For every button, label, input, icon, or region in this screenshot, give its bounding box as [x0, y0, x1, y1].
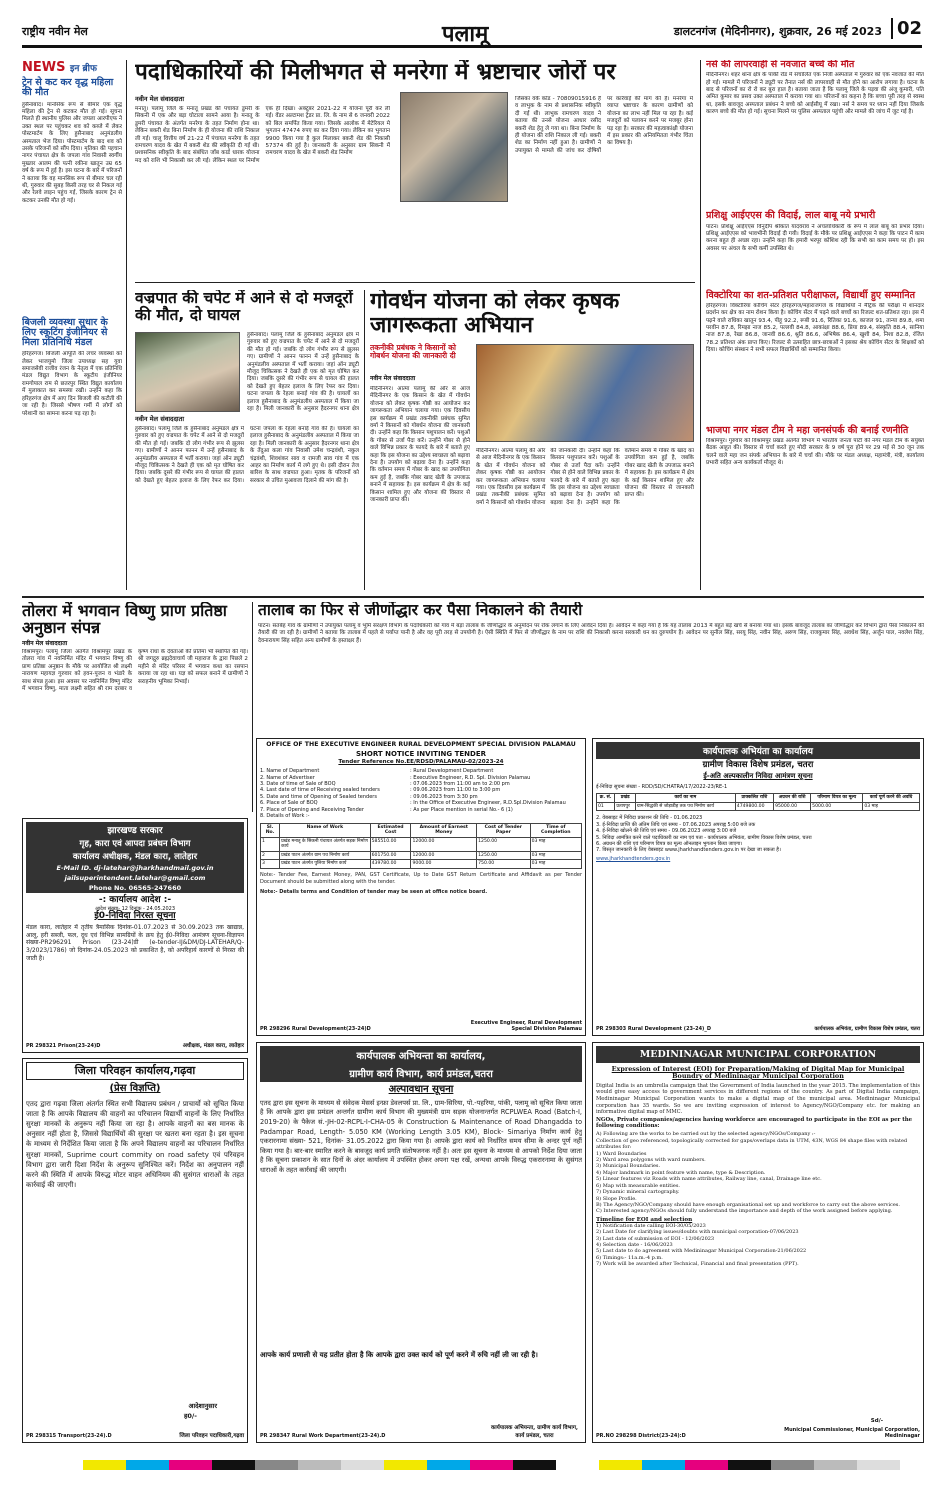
latehar-office: कार्यालय अधीक्षक, मंडल कारा, लातेहार [26, 850, 244, 863]
lead-story [135, 60, 695, 300]
news-brief-column [22, 60, 122, 590]
chatra-signature: कार्यपालक अभियंता, ग्रामीण विकास विशेष प्रमंडल, चतरा [814, 1026, 920, 1032]
list-item: 3) Municipal Boundaries. [596, 1163, 661, 1170]
chatra-b-title: अल्पावधान सूचना [388, 1084, 454, 1095]
mmc-timeline [596, 1223, 920, 1268]
tender-meta-row: 2. Name of Advertiser : Executive Engineer, R.D. Spl. Division Palamau [260, 774, 531, 781]
pond-story [258, 602, 924, 732]
section-title: पलामू [442, 22, 489, 47]
ias-body: पाटन। प्रशिक्षु आईएएस विनुदीप श्रीकांत यादवराव ने अंचलाधिकारी के रूप में लाल बाबू को प्रभार दिया। प्रशिक्षु आईएएस को भावभीनी विदाई दी गयी। विदाई के मौके पर प्रशिक्षु आईएएस ने कहा कि पाटन में काम करना बहुत ही अच्छा रहा। उन्होंने कहा कि हमारी भरपूर कोशिश रही कि सभी का काम समय पर हो। इस अवसर पर अंचल के सभी कर्मी उपस्थित थे। [706, 223, 924, 252]
table-row: 01 प्रतापपुर ग्राम-सिद्धकी से जोड़ाडीह तक पथ निर्माण कार्य 4749800.00 95000.00 5000.00 03 माह [597, 802, 920, 811]
chatra-b-body: एतद द्वारा इस सूचना के माध्यम से संवेदक मेसर्स इन्फ्रा डेवलपर्स प्रा. लि., ग्राम-सिरिया, पो.-पहरिया, पांकी, पलामू को सूचित किया जाता है कि आपके द्वारा इस प्रमंडल अन्तर्गत ग्रामीण कार्य विभाग की मुख्यमंत्री ग्राम सड़क योजनान्तर्गत RCPLWEA Road (Batch-I, 2019-20) के पैकेज सं.-JH-02-RCPL-I-CHA-05 के Construction & Maintenance of Road Dhangadda to Padampar Road, Length- 5.050 KM (Working Length 3.05 KM), Block- Simariya निर्माण कार्य हेतु एकरारनामा संख्या- 521, दिनांक- 31.05.2022 द्वारा किया गया है। आपके द्वारा कार्य को निर्धारित समय सीमा के अन्दर पूर्ण नहीं किया गया है। बार-बार स्मारित करने के बावजूद कार्य प्रगति संतोषजनक नहीं है। अतः इस सूचना के माध्यम से आपको निर्देश दिया जाता है कि सूचना प्रकाशन के सात दिनों के अंदर कार्यालय में उपस्थित होकर अपना पक्ष रखें, अन्यथा आपके विरुद्ध एकरारनामा के सुसंगत धाराओं के तहत कार्रवाई की जाएगी। [260, 1098, 582, 1174]
table-row: 3 प्रखंड पाटन अंतर्गत पुलिया निर्माण कार्य 439780.00 9000.00 750.00 03 माह [261, 860, 582, 869]
lead-photo [400, 92, 508, 202]
gobardhan-story [370, 290, 695, 590]
latehar-order-no: आदेश संख्या- 12 दिनांक - 24.05.2023 [94, 905, 176, 912]
gobardhan-kicker: तकनीकी प्रबंधक ने किसानों को गोबर्धन योजना की जानकारी दी [370, 343, 456, 361]
tender-ref: Tender Reference No.EE/RDSD/PALAMAU-02/2023-24 [338, 759, 504, 766]
mmc-signature: Municipal Commissioner, Municipal Corporation, Medininagar [784, 1427, 920, 1439]
list-item: 1) Notification date calling EOI-30/05/2023 [596, 1222, 706, 1229]
brief-body-2: हरिहरगंज। बिजली आपूर्ति की लचर व्यवस्था को लेकर भाजयुमो जिला उपाध्यक्ष सह युवा समाजसेवी राजीव रंजन के नेतृत्व में एक प्रतिनिधि मंडल विद्युत विभाग के स्कूटीय इंजीनियर रामगोपाल राम से छतरपुर स्थित विद्युत कार्यालय में मुलाकात कर समस्या रखी। उन्होंने कहा कि हरिहरगंज क्षेत्र में आए दिन बिजली की कटौती की जा रही है। जिससे भीषण गर्मी में लोगों को परेशानी का सामना करना पड़ रहा है। [22, 351, 122, 417]
nurse-body: मेदिनीनगर। शहर थाना क्षेत्र के पांकी रोड में संचालित एक निजी अस्पताल में गुरुवार को एक नवजात की मौत हो गई। मामले में परिजनों ने ड्यूटी पर तैनात नर्स की लापरवाही से मौत होने का आरोप लगाया है। घटना के बाद से परिजनों का रो रो कर बुरा हाल है। बताया जाता है कि पलामू जिले के पड़वा की अंजू कुमारी, पति अमित कुमार का प्रसव उक्त अस्पताल में कराया गया था। परिजनों का कहना है कि बच्चा पूरी तरह से स्वस्थ था, इसके बावजूद अस्पताल प्रबंधन ने बच्चे को आईसीयू में रखा। नर्स ने समय पर ध्यान नहीं दिया जिसके कारण बच्चे की मौत हो गई। सूचना मिलने पर पुलिस अस्पताल पहुंची और मामले की जांच में जुट गई है। [706, 72, 924, 116]
ias-headline: प्रशिक्षु आईएएस की विदाई, लाल बाबू नये प्रभारी [706, 210, 876, 222]
nurse-headline: नर्स की लापरवाही से नवजात बच्चे की मौत [706, 60, 855, 70]
chatra-ref: ई-निविदा सूचना संख्या - RDD/SD/CHATRA/17/2022-23/RE-1 [596, 783, 728, 790]
medininagar-eoi-notice [592, 1042, 924, 1443]
column-divider [700, 60, 701, 590]
column-divider [364, 290, 365, 590]
list-item: 7. विस्तृत जानकारी के लिए वेबसाइट www.jharkhandtenders.gov.in पर देखा जा सकता है। [596, 847, 781, 854]
brief-label: इन ब्रीफ [70, 64, 97, 74]
gobardhan-photo [476, 344, 694, 442]
victoria-body: हरिहरगंज। विक्टोरिया कोचिंग सेंटर हरिहरगंज/महाराजगंज के विद्यार्थियों ने मैट्रिक की परीक्षा में शानदार प्रदर्शन कर क्षेत्र का नाम रोशन किया है। कोचिंग सेंटर में पढ़ने वाले बच्चों का रिजल्ट शत-प्रतिशत रहा। इस में पढ़ने वाले राधिका खातून 93.4, पीहू 92.2, रूबी 91.6, रितिका 91.6, काजल 91, तान्या 89.8, शमा परवीन 87.8, रिमझा नाज 85.2, पल्लवी 84.8, आकांक्षा 88.6, प्रिया 89.4, संस्कृति 88.4, सानिया नाज 87.8, रेखा 86.8, जानवी 86.6, श्रुति 86.6, अभिषेक 86.4, खुशी 84, निशा 82.8, रंजित 78.2 प्रतिशत अंक प्राप्त किए। रिजल्ट से उत्साहित छात्र-छात्राओं ने इसका श्रेय कोचिंग सेंटर के शिक्षकों को दिया। कोचिंग संस्थान ने सभी सफल विद्यार्थियों को सम्मानित किया। [706, 302, 924, 354]
latehar-title: ई0-निविदा निरस्त सूचना [94, 911, 176, 922]
section-divider [22, 596, 924, 598]
brief-title-2: बिजली व्यवस्था सुधार के लिए स्कूटिंग इंजीनियर से मिला प्रतिनिधि मंडल [22, 316, 108, 348]
chatra-table-header: क्र. सं. प्रखंड कार्य का नाम प्राक्कलित राशि अग्रधन की राशि परिमाण विपत्र का मूल्य कार्य पूर्ण करने की अवधि [597, 794, 920, 803]
latehar-dept: गृह, कारा एवं आपदा प्रबंधन विभाग [26, 837, 244, 850]
mmc-conditions [596, 1131, 920, 1214]
garhwa-sign-label: आदेशानुसार [188, 1402, 217, 1410]
list-item: Collection of geo referenced, topologically corrected for gaps/overlaps data in UTM, 43N, WGS 84 shape files with related attributes for: [596, 1137, 908, 1151]
garhwa-transport-notice [22, 1058, 248, 1443]
tender-table [260, 823, 582, 870]
brief-title-1: ट्रेन से कट कर वृद्ध महिला की मौत [22, 77, 114, 99]
masthead [22, 18, 922, 48]
list-item: 7) Work will be awarded after Technical, Financial and final presentation (PPT). [596, 1261, 799, 1268]
tender-note: Note:- Tender Fee, Earnest Money, PAN, GST Certificate, Up to Date GST Return Certificate and Affidavit as per Tender Document should be submitted along with the tender. [260, 872, 582, 886]
list-item: 3) Last date of submission of EOI - 12/06/2023 [596, 1235, 715, 1242]
bjp-headline: भाजपा नगर मंडल टीम ने महा जनसंपर्क की बनाई रणनीति [706, 424, 909, 436]
lead-headline: पदाधिकारियों की मिलीभगत से मनरेगा में भ्रष्टाचार जोरों पर [135, 60, 616, 85]
chatra-b-sub: ग्रामीण कार्य विभाग, कार्य प्रमंडल,चतरा [260, 1064, 582, 1082]
lightning-body-top: हुसैनाबाद। पलामू जिले के हुसैनाबाद अनुमंडल क्षेत्र में गुरुवार को हुए वज्रपात के चपेट में आने से दो मजदूरों की मौत हो गई। जबकि दो लोग गंभीर रूप से झुलस गए। ग्रामीणों ने आनन फानन में उन्हें हुसैनाबाद के अनुमंडलीय अस्पताल में भर्ती कराया। जहां ऑन ड्यूटी मौजूद चिकित्सक ने देखते ही एक को मृत घोषित कर दिया। जबकि दूसरे की गंभीर रूप से घायल की हालत को देखते हुए बेहतर इलाज के लिए रेफर कर दिया। घटना जपला के रेहला बनाई गांव की है। घायलों का इलाज हुसैनाबाद के अनुमंडलीय अस्पताल में किया जा रहा है। मिली जानकारी के अनुसार हैदरनगर थाना क्षेत्र [247, 332, 359, 412]
list-item: 3. ई-निविदा प्राप्ति की अंतिम तिथि एवं समय - 07.06.2023 अपराह्न 5:00 बजे तक [596, 821, 756, 828]
vishnu-headline: तोलरा में भगवान विष्णु प्राण प्रतिष्ठा अनुष्ठान संपन्न [22, 602, 227, 638]
latehar-order: -: कार्यालय आदेश :- [98, 895, 172, 905]
list-item: 6. अग्रधन की राशि एवं परिमाण विपत्र का मूल्य ऑनलाइन भुगतान किया जाएगा। [596, 840, 743, 847]
vishnu-body: विश्रामपुर। पलामू जिला अंतर्गत विश्रामपुर प्रखंड के तोलरा गांव में नवनिर्मित मंदिर में भगवान विष्णु की प्राण प्रतिष्ठा अनुष्ठान के मौके पर आयोजित श्री लक्ष्मी नारायण महायज्ञ गुरुवार को हवन-पूजन व भंडारे के साथ संपन्न हुआ। इस अवसर पर नवनिर्मित विष्णु मंदिर में भगवान विष्णु, माता लक्ष्मी सहित श्री राम दरबार व कृष्ण राधा के देवताओं की प्रतिमा भी स्थापित की गई। श्री जगद्गुरु ब्रह्मदेवाचार्य जी महाराज के द्वारा पिछले 2 महीने से मंदिर परिसर में भगवान कथा का रसपान कराया जा रहा था। यज्ञ को सफल बनाने में ग्रामीणों ने सराहनीय भूमिका निभाई। [22, 649, 248, 693]
mmc-office: MEDININAGAR MUNICIPAL CORPORATION [596, 1046, 920, 1063]
chatra-b-office: कार्यपालक अभियन्ता का कार्यालय, [260, 1046, 582, 1064]
mmc-qualify: NGOs, Private companies/agencies having workforce are encouraged to participate in the EOI as per the following conditions: [596, 1116, 913, 1129]
tender-office: OFFICE OF THE EXECUTIVE ENGINEER RURAL DEVELOPMENT SPECIAL DIVISION PALAMAU [266, 741, 576, 748]
tender-signature: Executive Engineer, Rural Development Special Division Palamau [470, 1020, 582, 1032]
list-item: 4) Selection date - 16/06/2023 [596, 1241, 673, 1248]
pond-body: पाटन। सतबेह गांव के ग्रामीणों ने उपायुक्त पलामू व भूमि संरक्षण विभाग के पदाधिकारी को गांव में बड़ा तालाब के जीर्णोद्धार के अनुमोदन पर रोक लगाने के लिए आवेदन दिया है। आवेदन में कहा गया है कि यह तालाब 2013 में बहुत बड़े खर्च से बनाया गया था। इसके बावजूद तालाब का जीर्णोद्धार कर विभाग द्वारा पैसा निकालने की तैयारी की जा रही है। ग्रामीणों ने बताया कि तालाब में पहले से पर्याप्त पानी है और वह पूरी तरह से उपयोगी है। ऐसी स्थिति में फिर से जीर्णोद्धार के नाम पर राशि की निकासी करना सरकारी धन का दुरुपयोग है। आवेदन पर सुनील सिंह, सरयू सिंह, नवीन सिंह, अरुण सिंह, राजकुमार सिंह, अवधेश सिंह, अर्जुन पाल, नवलेश सिंह, देवनारायण सिंह सहित अन्य ग्रामीणों के हस्ताक्षर हैं। [258, 622, 924, 644]
list-item: 6) Map with measurable entities. [596, 1182, 681, 1189]
list-item: 4. ई-निविदा खोलने की तिथि एवं समय - 09.06.2023 अपराह्न 3:00 बजे [596, 828, 737, 835]
table-row: 1 प्रखंड मनातू के सिकनी पंचायत अंतर्गत सड़क निर्माण कार्य 585510.00 12000.00 1250.00 03 माह [261, 837, 582, 851]
bjp-body: विश्रामपुर। गुरुवार को विश्रामपुर प्रखंड अंतर्गत विभाग में भारतीय जनता पार्टी की नगर मंडल टीम के संयुक्त बैठक आहूत की। विस्तार से चर्चा करते हुए मोदी सरकार के 9 वर्ष पूरा होने पर 29 मई से 30 जून तक चलने वाले महा जन संपर्क अभियान के बारे में चर्चा की। मौके पर मंडल अध्यक्ष, महामंत्री, मंत्री, कार्यालय प्रभारी सहित अन्य कार्यकर्ता मौजूद थे। [706, 438, 924, 467]
right-column [706, 60, 924, 590]
gobardhan-body: मेदिनीनगर। आत्मा पलामू की ओर से आज मेदिनीनगर के एक किसान के खेत में गोवर्धन योजना को लेकर कृषक गोष्ठी का आयोजन कर जागरूकता अभियान चलाया गया। एक दिवसीय इस कार्यक्रम में प्रखंड तकनीकी प्रबंधक सुमित वर्मा ने किसानों को गोबर्धन योजना की जानकारी दी। उन्होंने कहा कि किसान पशुपालन करें। पशुओं के गोबर से उर्जा पैदा करें। उन्होंने गोबर से होने वाले विभिन्न प्रकार के फायदे के बारे में बताते हुए कहा कि इस योजना का उद्देश्य स्वच्छता को बढ़ावा देना है। उपयोग को बढ़ावा देना है। उन्होंने कहा कि वर्तमान समय में गोबर के खाद का उपयोगिता कम हुई है, जबकि गोबर खाद खेती के उपजाऊ बनाने में सहायक है। इस कार्यक्रम में क्षेत्र के कई किसान शामिल हुए और योजना की विस्तार से जानकारी प्राप्त की। [370, 386, 470, 504]
news-label: NEWS [22, 60, 66, 75]
list-item: A) Following are the works to be carried out by the selected agency/NGOs/Company :- [596, 1131, 816, 1138]
tender-meta-row: 1. Name of Department : Rural Development Department [260, 768, 494, 775]
mmc-pr-code: PR.NO 298298 District(23-24):D [596, 1433, 686, 1439]
tender-meta-row: 5. Date and time of Opening of Sealed tenders : 09.06.2023 from 3:30 pm [260, 793, 478, 800]
page-number: 02 [891, 18, 922, 39]
tender-palamu-ad [256, 738, 586, 1036]
vishnu-story [22, 602, 248, 812]
latehar-email: E-Mail ID. dj-latehar@jharkhandmail.gov.in [26, 863, 244, 873]
list-item: 5) Linear features viz Roads with name attributes, Railway line, canal, Drainage line etc. [596, 1176, 822, 1183]
list-item: 6) Timings:- 11a.m.-4 p.m. [596, 1254, 663, 1261]
brief-body-1: हुसैनाबाद। मानसिक रूप से बीमार एक वृद्ध महिला की ट्रेन से कटकर मौत हो गई। सूचना मिलते ही स्थानीय पुलिस और जपला आरपीएफ ने उक्त स्थल पर पहुंचकर शव को कब्जे में लेकर पोस्टमार्टम के लिए हुसैनाबाद अनुमंडलीय अस्पताल भेज दिया। पोस्टमार्टम के बाद शव को उसके परिजनों को सौंप दिया। मृतिका की पहचान नागर पंचायत क्षेत्र के जपला गांव निवासी स्वर्गीय मुख्तार आलम की पत्नी रकीना खातून उम्र 65 वर्ष के रूप में हुई है। इस घटना के बारे में परिजनों ने बताया कि वह मानसिक रूप से बीमार चल रही थी, गुरुवार की सुबह किसी तरह घर से निकल गई और रेलवे लाइन पहुंच गई, जिसके कारण ट्रेन से कटकर उनकी मौत हो गई। [22, 101, 122, 204]
section-divider [135, 282, 695, 283]
table-row: 2 प्रखंड पाटन अंतर्गत ग्राम पथ निर्माण कार्य 601750.00 12000.00 1250.00 03 माह [261, 851, 582, 860]
latehar-email-2: jailsuperintendent.latehar@gmail.com [26, 873, 244, 883]
latehar-jail-notice [22, 818, 248, 1053]
latehar-pr-code: PR 298321 Prison(23-24)D [26, 1043, 101, 1049]
lightning-photo [135, 332, 240, 412]
chatra-b-signature: कार्यपालक अभियन्ता, ग्रामीण कार्य विभाग, कार्य प्रमंडल, चतरा [490, 1425, 579, 1439]
mmc-sign-label: Sd/- [870, 1418, 883, 1424]
list-item: 4) Major landmark in point feature with name, type & Description. [596, 1169, 766, 1176]
lightning-byline: नवीन मेल संवाददाता [135, 415, 184, 423]
garhwa-office: जिला परिवहन कार्यालय,गढ़वा [26, 1062, 244, 1080]
garhwa-body: एतद द्वारा गढ़वा जिला अंतर्गत स्थित सभी विद्यालय प्रबंधन / प्राचार्यो को सूचित किया जाता है कि आपके विद्यालय की वाहनों का परिचालन विद्यार्थी वाहनों के लिए निर्धारित सुरक्षा मानकों के अनुरूप नहीं किया जा रहा है। आपके वाहनों का बस मानक के अनुसार नहीं होता है, जिससे विद्यार्थियों की सुरक्षा पर खतरा बना रहता है। इस सूचना के माध्यम से निर्देशित किया जाता है कि अपने विद्यालय वाहनों का परिचालन निर्धारित सुरक्षा मानकों, Suprime court commity on road safety एवं परिवहन विभाग द्वारा जारी दिशा निर्देश के अनुरूप सुनिश्चित करें। निर्देश का अनुपालन नहीं करने की स्थिति में आपके विरुद्ध मोटर वाहन अधिनियम की सुसंगत धाराओं के तहत कार्रवाई की जाएगी। [26, 1099, 244, 1190]
list-item: C) Interested agency/NGOs should fully understand the importance and depth of the work assigned before applying. [596, 1208, 893, 1215]
column-divider [126, 60, 127, 590]
victoria-headline: विक्टोरिया का शत-प्रतिशत परीक्षाफल, विद्यार्थी हुए सम्मानित [706, 289, 916, 301]
list-item: 1) Ward Boundaries [596, 1150, 647, 1157]
tender-meta-row: 6. Place of Sale of BOQ : In the Office of Executive Engineer, R.D.Spl.Division Palamau [260, 800, 566, 807]
latehar-state: झारखण्ड सरकार [26, 822, 244, 837]
tender-title: SHORT NOTICE INVITING TENDER [356, 749, 486, 758]
mmc-title: Expression of Interest (EOI) for Preparation/Making of Digital Map for Municipal Boundry of Medininagar Municipal Corporation [611, 1065, 905, 1080]
print-color-bar [40, 1460, 900, 1470]
tender-website-link[interactable]: www.jharkhandtenders.gov.in [596, 855, 671, 862]
gobardhan-body-continued: मेदिनीनगर। आत्मा पलामू की ओर से आज मेदिनीनगर के एक किसान के खेत में गोवर्धन योजना को लेकर कृषक गोष्ठी का आयोजन कर जागरूकता अभियान चलाया गया। एक दिवसीय इस कार्यक्रम में प्रखंड तकनीकी प्रबंधक सुमित वर्मा ने किसानों को गोबर्धन योजना की जानकारी दी। उन्होंने कहा कि किसान पशुपालन करें। पशुओं के गोबर से उर्जा पैदा करें। उन्होंने गोबर से होने वाले विभिन्न प्रकार के फायदे के बारे में बताते हुए कहा कि इस योजना का उद्देश्य स्वच्छता को बढ़ावा देना है। उपयोग को बढ़ावा देना है। उन्होंने कहा कि वर्तमान समय में गोबर के खाद का उपयोगिता कम हुई है, जबकि गोबर खाद खेती के उपजाऊ बनाने में सहायक है। इस कार्यक्रम में क्षेत्र के कई किसान शामिल हुए और योजना की विस्तार से जानकारी प्राप्त की। [476, 448, 694, 506]
chatra-b-highlight: आपके कार्य प्रणाली से यह प्रतीत होता है कि आपके द्वारा उक्त कार्य को पूर्ण करने में रुचि नहीं ली जा रही है। [260, 1350, 538, 1359]
news-brief-label [22, 60, 122, 75]
chatra-rural-works-notice [256, 1042, 586, 1443]
tender-pr-code: PR 298296 Rural Development(23-24)D [260, 1026, 371, 1032]
list-item: B) The Agency/NGO/Company should have enough organisational set up and workforce to carry out the above services. [596, 1201, 900, 1208]
latehar-signature: अधीक्षक, मंडल कारा, लातेहार [182, 1043, 244, 1049]
tender-meta-row: 3. Date of time of Sale of BOQ : 07.06.2023 from 11:00 am to 2:00 pm [260, 781, 510, 788]
lightning-headline: वज्रपात की चपेट में आने से दो मजदूरों की मौत, दो घायल [135, 290, 353, 324]
garhwa-sign-value: ह0/- [183, 1412, 197, 1420]
list-item: 5. निविदा आमंत्रित करने वाले पदाधिकारी का नाम एवं पता - कार्यपालक अभियंता, ग्रामीण विकास विशेष प्रमंडल, चतरा [596, 834, 812, 841]
tender-meta-row: 4. Last date of time of Receiving sealed tenders : 09.06.2023 from 11:00 to 3:00 pm [260, 787, 501, 794]
mmc-body: Digital India is an umbrella campaign that the Government of India launched in the year 2015. The implementation of this would give easy access to government services in different regions of the country. As part of Digital India campaign, Medininagar Municipal Corporation wants to make a digital map of the municipal area. Medininagar Municipal corporation has 35 wards. So we are inviting expression of interest to Agency/NGO/Company etc. for making an informative digital map of MMC. [596, 1082, 920, 1116]
pond-headline: तालाब का फिर से जीर्णोद्धार कर पैसा निकालने की तैयारी [258, 602, 583, 619]
garhwa-title: (प्रेस विज्ञप्ति) [109, 1082, 161, 1094]
tender-meta-row: 8. Details of Work :- [260, 813, 310, 820]
lightning-body: हुसैनाबाद। पलामू जिले के हुसैनाबाद अनुमंडल क्षेत्र में गुरुवार को हुए वज्रपात के चपेट में आने से दो मजदूरों की मौत हो गई। जबकि दो लोग गंभीर रूप से झुलस गए। ग्रामीणों ने आनन फानन में उन्हें हुसैनाबाद के अनुमंडलीय अस्पताल में भर्ती कराया। जहां ऑन ड्यूटी मौजूद चिकित्सक ने देखते ही एक को मृत घोषित कर दिया। जबकि दूसरे की गंभीर रूप से घायल की हालत को देखते हुए बेहतर इलाज के लिए रेफर कर दिया। घटना जपला के रेहला बनाई गांव की है। घायलों का इलाज हुसैनाबाद के अनुमंडलीय अस्पताल में किया जा रहा है। मिली जानकारी के अनुसार हैदरनगर थाना क्षेत्र के तेंदुआ कला गांव निवासी उमेश चन्द्रवंशी, नकुल चंद्रवंशी, शिवशंकर साव व रामजी साव गांव में एक आहर का निर्माण कार्य में लगे हुए थे। इसी दौरान तेज बारिश के साथ वज्रपात हुआ। मृतक के परिजनों को सरकार से उचित मुआवजा दिलाने की मांग की है। [135, 426, 359, 484]
latehar-body: मंडल कारा, लातेहार में तृतीय त्रैमासिक दिनांक-01.07.2023 से 30.09.2023 तक खाद्यान्न, आलू, हरी सब्जी, फल, दूध एवं विभिन्न सामग्रियों के क्रय हेतु ई0-निविदा आमंत्रण सूचना-विज्ञापन संख्या-PR296291 Prison (23-24)डी (e-tender-IJ&DM/DJ-LATEHAR/Q-3/2023/1786) जो दिनांक-24.05.2023 को प्रकाशित है, को अपरिहार्य कारणों से निरस्त की जाती है। [26, 923, 244, 963]
lead-body: मनातू। पलामू जिले के मनातू प्रखंड की पंचायत डुमरी के सिकनी में एक और बड़ा घोटाला सामने आया है। मनातू के डुमरी पंचायत के अंतर्गत मनरेगा के तहत निर्माण होना था। लेकिन बकरी शेड बिना निर्माण के ही योजना की राशि निकाल ली गई। चालू वित्तीय वर्ष 21-22 में पंचायत मनरेगा के तहत रामचरण यादव के खेत में बकरी शेड की स्वीकृति दी गई थी। प्रशासनिक स्वीकृति के बाद संबंधित जॉब कार्ड धारक योजना मद को राशि भी निकासी कर ली गई। लेकिन स्थल पर निर्माण एक ही दिखा। अक्टूबर 2021-22 में योजना पूरी कर ली गई। वेंडर अल्टामश ट्रेडर प्रा. लि. के नाम से 6 जनवरी 2022 को बिल समर्पित किया गया। जिसके आलोक में मेटेरियल मे भुगतान 47474 रुपए का कर दिया गया। लेकिन का भुगतान 9900 किया गया है कुल मिलाकर बकरी शेड की निकासी 57374 की हुई है। जानकारी के अनुसार ग्राम सिकनी में रामचरण यादव के खेत में बकरी शेड निर्माण [135, 106, 390, 164]
chatra-rdd-notice [592, 738, 924, 1036]
tender-meta [260, 768, 582, 819]
chatra-points [596, 815, 920, 853]
chatra-table [596, 793, 920, 811]
list-item: 5) Last date to do agreement with Medininagar Municipal Corporation-21/06/2022 [596, 1248, 807, 1255]
vishnu-byline: नवीन मेल संवाददाता [22, 639, 68, 647]
chatra-pr-code: PR 298303 Rural Development (23-24)_D [596, 1026, 711, 1032]
lead-byline: नवीन मेल संवाददाता [135, 95, 184, 103]
list-item: 2) Ward area polygons with ward numbers. [596, 1157, 706, 1164]
gobardhan-headline: गोवर्धन योजना को लेकर कृषक जागरूकता अभियान [370, 290, 620, 338]
chatra-sub: ग्रामीण विकास विशेष प्रमंडल, चतरा [702, 760, 814, 770]
mmc-timeline-title: Timeline for EOI and selection [596, 1216, 693, 1223]
garhwa-pr-code: PR 298315 Transport(23-24).D [26, 1433, 112, 1439]
latehar-phone: Phone No. 06565-247660 [26, 883, 244, 893]
column-divider [252, 602, 253, 812]
newspaper-logo: राष्ट्रीय नवीन मेल [22, 25, 88, 38]
list-item: 2) Last Date for clarifying issues/doubts with municipal corporation-07/06/2023 [596, 1229, 799, 1236]
lightning-story [135, 290, 360, 590]
chatra-office: कार्यपालक अभियंता का कार्यालय [596, 742, 920, 759]
gobardhan-byline: नवीन मेल संवाददाता [370, 375, 416, 382]
lead-body-continued: जिसका वर्क कोड - 70809015916 है व लाभुक के नाम से प्रशासनिक स्वीकृति दी गई थी। लाभुक रामचरण यादव ने बताया की उनसे योजना आधार रसीद बकरी शेड हेतु ले गया था। बिना निर्माण के ही योजना की राशि निकाल ली गई। बकरी शेड का निर्माण नहीं हुआ है। ग्रामीणों ने उपायुक्त से मामले की जांच कर दोषियों पर कार्रवाई की मांग की है। मनरेगा में व्याप्त भ्रष्टाचार के कारण ग्रामीणों को योजना का लाभ नहीं मिल पा रहा है। कई मजदूरों को पलायन करने पर मजबूर होना पड़ रहा है। सरकार की महत्वाकांक्षी योजना में इस प्रकार की अनियमितता गंभीर चिंता का विषय है। [515, 96, 693, 154]
tender-table-header: Sl. No. Name of Work Estimated Cost Amount of Earnest Money Cost of Tender Paper Time of Completion [261, 823, 582, 837]
chatra-b-pr-code: PR 298347 Rural Work Department(23-24).D [260, 1433, 386, 1439]
list-item: 7) Dynamic mineral cartography. [596, 1189, 680, 1196]
chatra-title: ई-अति अल्पकालीन निविदा आमंत्रण सूचना [703, 772, 813, 781]
list-item: 2. वेबसाइट में निविदा प्रकाशन की तिथि - 01.06.2023 [596, 815, 703, 822]
garhwa-signature: जिला परिवहन पदाधिकारी,गढ़वा [179, 1433, 244, 1439]
dateline: डालटनगंज (मेदिनीनगर), शुक्रवार, 26 मई 2023 [673, 25, 882, 38]
list-item: 8) Slope Profile. [596, 1195, 637, 1202]
tender-details-note: Note:- Details terms and Condition of tender may be seen at office notice board. [260, 888, 488, 895]
tender-meta-row: 7. Place of Opening and Receiving Tender : As per Place mention in serial No.- 6 (1) [260, 806, 513, 813]
